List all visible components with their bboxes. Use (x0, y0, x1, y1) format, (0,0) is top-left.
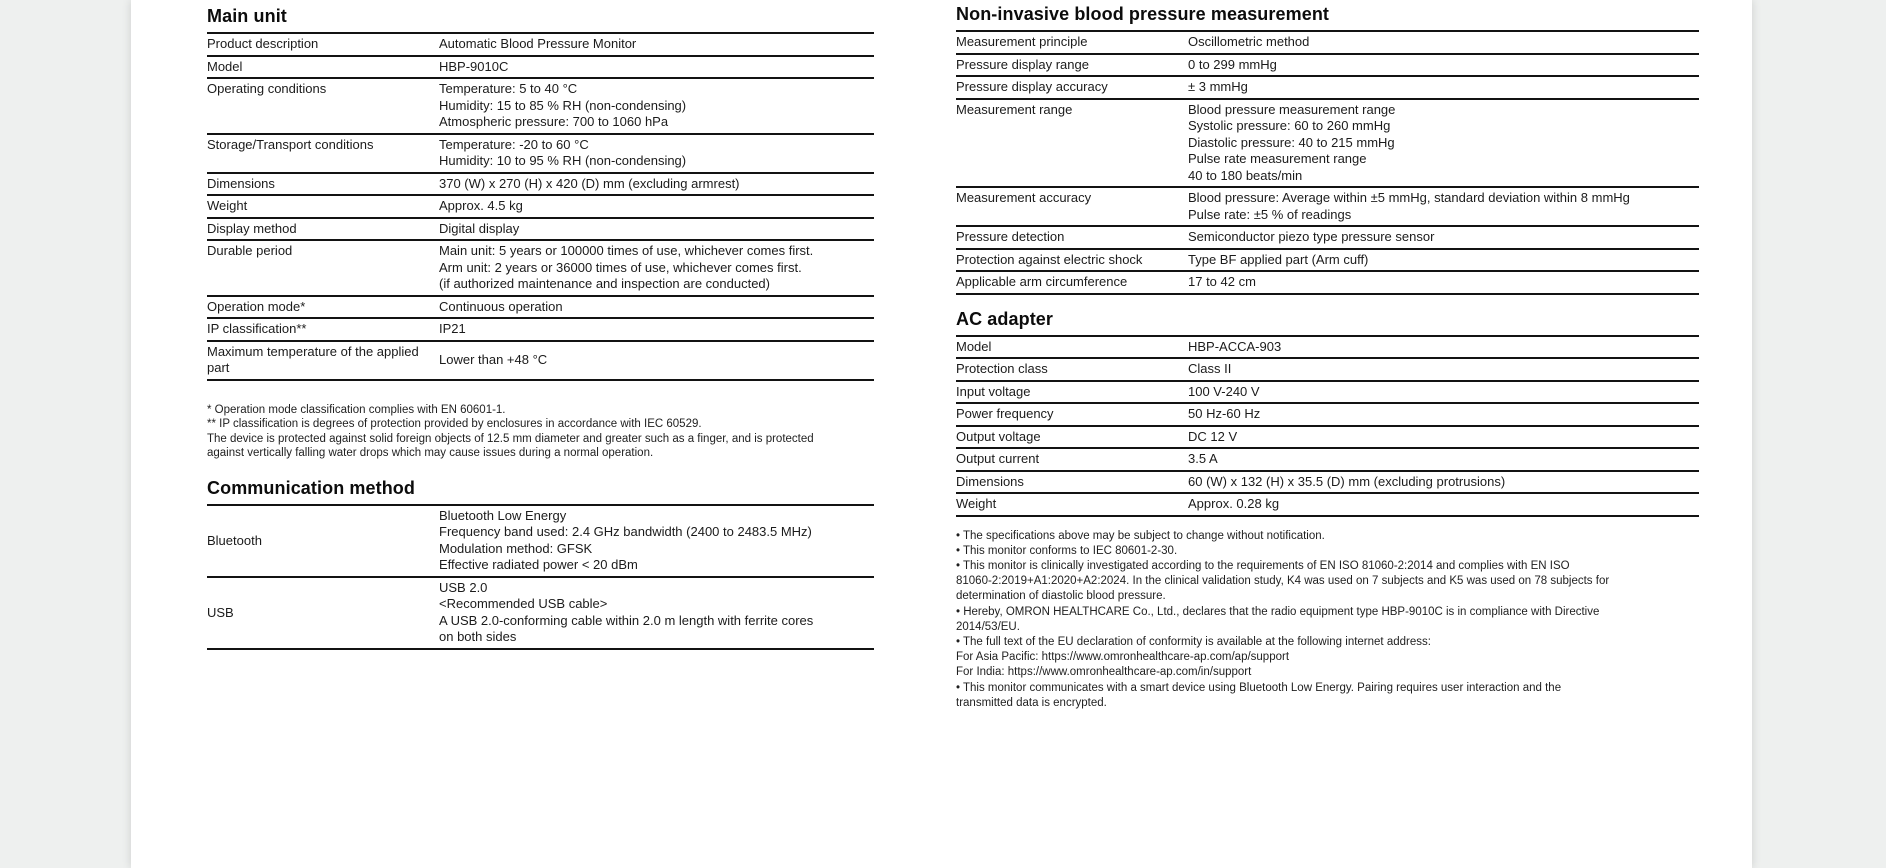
spec-table (956, 335, 1699, 517)
spec-label: Model (207, 58, 243, 74)
spec-value (1188, 493, 1699, 516)
spec-row (207, 296, 874, 319)
spec-value-line: ± 3 mmHg (1188, 79, 1248, 94)
spec-value (439, 240, 874, 296)
note-line: • The specifications above may be subject to change without notification. (956, 529, 1325, 542)
left-column (207, 6, 907, 650)
spec-label: Protection class (956, 361, 1048, 376)
spec-label: Pressure display accuracy (956, 79, 1108, 94)
spec-label: IP classification** (207, 321, 307, 336)
spec-row (956, 381, 1699, 404)
note-line: * Operation mode classification complies with EN 60601-1. (207, 403, 506, 416)
spec-value-line: Semiconductor piezo type pressure sensor (1188, 229, 1435, 244)
spec-value-line: Blood pressure measurement range (1188, 101, 1396, 117)
section-non-invasive-blood-pressure-measurement (956, 4, 1700, 295)
spec-label: Output voltage (956, 428, 1041, 444)
spec-table (207, 504, 874, 650)
spec-value-line: Systolic pressure: 60 to 260 mmHg (1188, 118, 1391, 133)
spec-label: Pressure display range (956, 56, 1089, 72)
spec-value (1188, 249, 1699, 272)
spec-row (207, 195, 874, 218)
spec-row (207, 78, 874, 134)
spec-label: Applicable arm circumference (956, 274, 1128, 289)
spec-value (1188, 76, 1699, 99)
note-line: • This monitor conforms to IEC 80601-2-30. (956, 544, 1178, 557)
spec-label: Weight (956, 496, 997, 511)
spec-value-line: (if authorized maintenance and inspection are conducted) (439, 276, 770, 291)
note-line: ** IP classification is degrees of protection provided by enclosures in accordance with IEC 60529. (207, 418, 702, 431)
spec-value-line: Humidity: 15 to 85 % RH (non-condensing) (439, 97, 687, 113)
spec-value (1188, 358, 1699, 381)
spec-table (207, 32, 874, 381)
spec-value (439, 134, 874, 173)
spec-label: Measurement accuracy (956, 190, 1092, 205)
spec-value-line: Effective radiated power < 20 dBm (439, 557, 638, 573)
note-line: • This monitor communicates with a smart device using Bluetooth Low Energy. Pairing requires user interaction and the (956, 681, 1562, 694)
spec-value-line: Pulse rate: ±5 % of readings (1188, 206, 1352, 222)
note-line: • The full text of the EU declaration of conformity is available at the following internet address: (956, 635, 1431, 648)
spec-row (956, 426, 1699, 449)
spec-value-line: Frequency band used: 2.4 GHz bandwidth (2400 to 2483.5 MHz) (439, 524, 812, 540)
spec-value (1188, 448, 1699, 471)
note-line: against vertically falling water drops which may cause issues during a normal operation. (207, 447, 654, 460)
spec-value (439, 218, 874, 241)
spec-value-line: Humidity: 10 to 95 % RH (non-condensing) (439, 153, 687, 168)
spec-row (956, 226, 1699, 249)
spec-value-line: HBP-ACCA-903 (1188, 338, 1282, 354)
spec-value-line: Approx. 4.5 kg (439, 198, 523, 213)
spec-value-line: Blood pressure: Average within ±5 mmHg, standard deviation within 8 mmHg (1188, 190, 1630, 205)
note-line: 2014/53/EU. (956, 620, 1020, 633)
spec-value-line: Arm unit: 2 years or 36000 times of use, whichever comes first. (439, 259, 802, 275)
note-line: • Hereby, OMRON HEALTHCARE Co., Ltd., declares that the radio equipment type HBP-9010C is in compliance with Directive (956, 605, 1600, 618)
spec-value-line: Diastolic pressure: 40 to 215 mmHg (1188, 134, 1395, 150)
spec-value-line: Temperature: 5 to 40 °C (439, 81, 578, 96)
spec-label: Measurement principle (956, 34, 1088, 49)
spec-row (956, 403, 1699, 426)
spec-label: Model (956, 338, 992, 354)
spec-label: Operating conditions (207, 81, 327, 96)
spec-value (1188, 403, 1699, 426)
note-line: For Asia Pacific: https://www.omronhealthcare-ap.com/ap/support (956, 651, 1290, 664)
spec-value-line: Class II (1188, 361, 1232, 376)
spec-value-line: Continuous operation (439, 298, 563, 314)
spec-row (207, 218, 874, 241)
spec-sheet-page (131, 0, 1752, 868)
spec-value-line: A USB 2.0-conforming cable within 2.0 m length with ferrite cores (439, 612, 814, 628)
spec-row (207, 577, 874, 649)
spec-value (439, 56, 874, 79)
section-communication-method (207, 478, 907, 650)
spec-value-line: 50 Hz-60 Hz (1188, 406, 1261, 421)
spec-value-line: Pulse rate measurement range (1188, 151, 1367, 166)
spec-label: Product description (207, 36, 319, 51)
spec-value-line: Oscillometric method (1188, 34, 1310, 49)
spec-value (1188, 471, 1699, 494)
spec-value (1188, 226, 1699, 249)
spec-row (956, 76, 1699, 99)
spec-row (956, 471, 1699, 494)
spec-row (956, 31, 1699, 54)
spec-row (956, 99, 1699, 188)
spec-value (1188, 336, 1699, 359)
spec-value-line: <Recommended USB cable> (439, 596, 608, 612)
spec-value-line: on both sides (439, 629, 517, 645)
spec-label: Durable period (207, 243, 293, 258)
section-title: AC adapter (956, 308, 1054, 329)
spec-row (207, 318, 874, 341)
spec-label: Operation mode* (207, 298, 306, 314)
spec-label: USB (207, 604, 234, 620)
spec-row (207, 240, 874, 296)
spec-value-line: Atmospheric pressure: 700 to 1060 hPa (439, 114, 669, 129)
spec-row (956, 187, 1699, 226)
spec-label: Input voltage (956, 383, 1031, 399)
section-main-unit (207, 6, 907, 381)
section-title: Main unit (207, 6, 287, 26)
spec-value (1188, 426, 1699, 449)
spec-value-line: IP21 (439, 321, 466, 336)
spec-row (956, 336, 1699, 359)
spec-value (439, 195, 874, 218)
spec-label: Protection against electric shock (956, 251, 1143, 267)
spec-value-line: USB 2.0 (439, 579, 488, 595)
spec-row (207, 56, 874, 79)
spec-label: Storage/Transport conditions (207, 136, 374, 152)
spec-value-line: 0 to 299 mmHg (1188, 56, 1277, 72)
spec-value-line: Temperature: -20 to 60 °C (439, 136, 589, 152)
spec-value-line: 60 (W) x 132 (H) x 35.5 (D) mm (excluding protrusions) (1188, 473, 1506, 489)
spec-label: Dimensions (956, 473, 1024, 489)
spec-value (439, 577, 874, 649)
spec-label: Pressure detection (956, 229, 1065, 244)
spec-value (1188, 99, 1699, 188)
spec-value-line: 370 (W) x 270 (H) x 420 (D) mm (excluding armrest) (439, 175, 740, 191)
spec-row (207, 341, 874, 380)
spec-value-line: 40 to 180 beats/min (1188, 167, 1303, 183)
spec-value-line: 17 to 42 cm (1188, 274, 1256, 289)
spec-value (439, 173, 874, 196)
spec-value-line: Type BF applied part (Arm cuff) (1188, 251, 1369, 267)
section-ac-adapter (956, 309, 1700, 517)
footnotes (207, 403, 907, 461)
spec-label: Output current (956, 451, 1040, 466)
spec-value-line: DC 12 V (1188, 428, 1238, 444)
spec-value (1188, 31, 1699, 54)
spec-row (207, 173, 874, 196)
section-title: Communication method (207, 477, 415, 498)
spec-value (1188, 187, 1699, 226)
spec-label: Bluetooth (207, 532, 262, 548)
spec-label: Dimensions (207, 175, 275, 191)
spec-value (1188, 271, 1699, 294)
spec-value (1188, 381, 1699, 404)
note-line: • This monitor is clinically investigated according to the requirements of EN ISO 81060-2:2014 and complies with EN ISO (956, 559, 1570, 572)
section-title: Non-invasive blood pressure measurement (956, 4, 1330, 24)
note-line: The device is protected against solid foreign objects of 12.5 mm diameter and greater such as a finger, and is protected (207, 432, 814, 445)
spec-row (956, 493, 1699, 516)
notes-list (956, 529, 1700, 711)
note-line: For India: https://www.omronhealthcare-ap.com/in/support (956, 666, 1252, 679)
spec-label: Display method (207, 220, 297, 236)
note-line: determination of diastolic blood pressure. (956, 590, 1166, 603)
spec-row (956, 271, 1699, 294)
note-line: 81060-2:2019+A1:2020+A2:2024. In the clinical validation study, K4 was used on 7 subjects and K5 was used on 78 subjects for (956, 575, 1610, 588)
spec-value (439, 341, 874, 380)
spec-value (1188, 54, 1699, 77)
spec-row (207, 134, 874, 173)
spec-value (439, 505, 874, 577)
spec-value-line: Lower than +48 °C (439, 351, 548, 367)
spec-row (207, 33, 874, 56)
right-column (956, 4, 1700, 711)
spec-value-line: HBP-9010C (439, 58, 509, 74)
spec-value-line: 100 V-240 V (1188, 383, 1260, 399)
spec-value (439, 296, 874, 319)
spec-value-line: Main unit: 5 years or 100000 times of use, whichever comes first. (439, 243, 814, 258)
spec-value (439, 78, 874, 134)
spec-row (956, 54, 1699, 77)
spec-label: Weight (207, 198, 248, 213)
spec-value (439, 33, 874, 56)
spec-value-line: Approx. 0.28 kg (1188, 496, 1280, 511)
spec-row (956, 249, 1699, 272)
spec-value-line: 3.5 A (1188, 451, 1218, 466)
note-line: transmitted data is encrypted. (956, 696, 1107, 709)
spec-row (956, 448, 1699, 471)
spec-value (439, 318, 874, 341)
spec-value-line: Bluetooth Low Energy (439, 507, 567, 523)
spec-row (207, 505, 874, 577)
spec-value-line: Modulation method: GFSK (439, 540, 593, 556)
spec-value-line: Digital display (439, 220, 520, 236)
spec-row (956, 358, 1699, 381)
spec-table (956, 30, 1699, 295)
spec-label: Measurement range (956, 101, 1073, 117)
spec-value-line: Automatic Blood Pressure Monitor (439, 36, 637, 51)
spec-label: Power frequency (956, 406, 1054, 421)
spec-label: Maximum temperature of the applied part (207, 343, 419, 375)
